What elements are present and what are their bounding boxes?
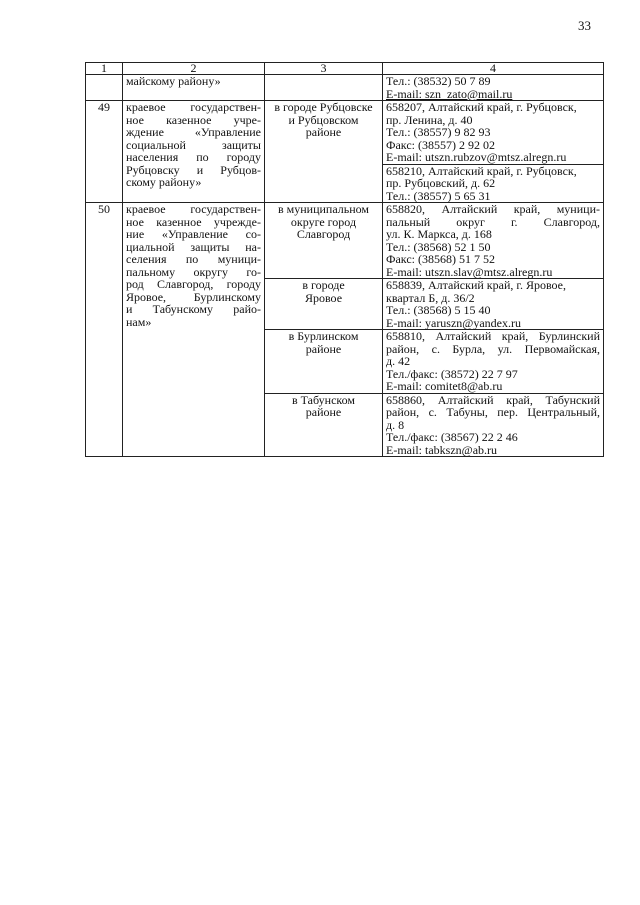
address-cell [383,203,604,279]
column-header: 1 [86,63,123,75]
organization-line: Яровое, Бурлинскому [126,289,261,304]
location-cell [265,203,383,279]
organization-line: краевое государствен- [126,202,261,216]
organization-line: ние «Управление со- [126,227,261,241]
location-line: районе [305,125,342,139]
address-cell [383,164,604,203]
column-header: 2 [123,63,265,75]
email-line: E-mail: utszn.rubzov@mtsz.alregn.ru [386,150,567,164]
address-line: 658210, Алтайский край, г. Рубцовск, [386,163,577,178]
organization-line: ное казенное учрежде- [126,214,261,229]
location-line: в Табунском [291,392,355,407]
phone-fax-line: Тел./факс: (38567) 22 2 46 [386,430,518,444]
location-line: районе [305,405,342,419]
organization-line: Рубцовску и Рубцов- [126,162,261,177]
phone-line: Тел.: (38532) 50 7 89 [386,74,491,88]
organization-line: майскому району» [126,74,221,88]
page-number: 33 [578,18,591,33]
location-line: в Бурлинском [288,329,359,343]
location-line: округе город [290,214,357,229]
phone-fax-line: Тел./факс: (38572) 22 7 97 [386,366,518,381]
location-cell [265,330,383,394]
organization-cell [123,75,265,101]
location-cell [265,393,383,457]
organization-line: и Табунскому райо- [126,302,261,316]
email-line: E-mail: tabkszn@ab.ru [386,442,498,457]
phone-line: Тел.: (38557) 9 82 93 [386,125,491,139]
organization-line: краевое государствен- [126,100,261,114]
address-cell [383,393,604,457]
organization-line: ное казенное учре- [126,112,261,127]
location-line: в городе [302,278,345,292]
email-line: E-mail: szn_zato@mail.ru [386,86,513,101]
email-line: E-mail: yaruszn@yandex.ru [386,315,522,330]
address-line: 658820, Алтайский край, муници- [386,202,600,216]
address-line: пальный округ г. Славгород, [386,214,600,229]
phone-line: Тел.: (38568) 5 15 40 [386,303,491,317]
organization-line: населения по городу [126,150,261,164]
address-line: 658839, Алтайский край, г. Яровое, [386,278,566,292]
row-number-cell: 50 [86,203,123,457]
organization-line: циальной защиты на- [126,239,261,254]
location-line: районе [305,341,342,356]
address-line: пр. Рубцовский, д. 62 [386,176,496,190]
address-line: 658860, Алтайский край, Табунский [386,392,600,407]
address-line: д. 42 [386,354,411,368]
phone-line: Тел.: (38568) 52 1 50 [386,239,491,254]
address-line: квартал Б, д. 36/2 [386,290,475,305]
organization-line: нам» [126,314,152,329]
address-cell [383,75,604,101]
fax-line: Факс: (38568) 51 7 52 [386,252,495,266]
location-line: в муниципальном [277,202,370,216]
email-line: E-mail: utszn.slav@mtsz.alregn.ru [386,264,553,279]
organization-line: селения по муници- [126,252,261,266]
organization-line: социальной защиты [126,137,261,152]
table-row [86,75,604,101]
row-number-cell [86,75,123,101]
column-header: 3 [265,63,383,75]
address-line: ул. К. Маркса, д. 168 [386,227,492,241]
address-line: 658207, Алтайский край, г. Рубцовск, [386,100,577,114]
table-row [86,203,604,279]
organization-line: скому району» [126,175,202,189]
location-cell [265,279,383,330]
address-line: пр. Ленина, д. 40 [386,112,473,127]
address-cell [383,279,604,330]
phone-line: Тел.: (38557) 5 65 31 [386,188,491,203]
organization-line: пальному округу го- [126,264,261,279]
address-line: 658810, Алтайский край, Бурлинский [386,329,600,343]
address-cell [383,330,604,394]
location-cell [265,101,383,203]
address-line: район, с. Табуны, пер. Центральный, [386,405,600,419]
location-line: Яровое [304,290,343,305]
location-line: Славгород [296,227,351,241]
organization-cell [123,203,265,457]
organization-line: ждение «Управление [126,125,261,139]
institutions-table [85,62,604,457]
fax-line: Факс: (38557) 2 92 02 [386,137,495,152]
table-header-row [86,63,604,75]
email-line: E-mail: comitet8@ab.ru [386,379,503,393]
address-cell [383,101,604,165]
location-cell [265,75,383,101]
table-row [86,101,604,165]
organization-cell [123,101,265,203]
location-line: в городе Рубцовске [274,100,373,114]
address-line: д. 8 [386,417,405,432]
column-header: 4 [383,63,604,75]
organization-line: род Славгород, городу [126,277,261,291]
address-line: район, с. Бурла, ул. Первомайская, [386,341,600,356]
row-number-cell: 49 [86,101,123,203]
location-line: и Рубцовском [288,112,359,127]
